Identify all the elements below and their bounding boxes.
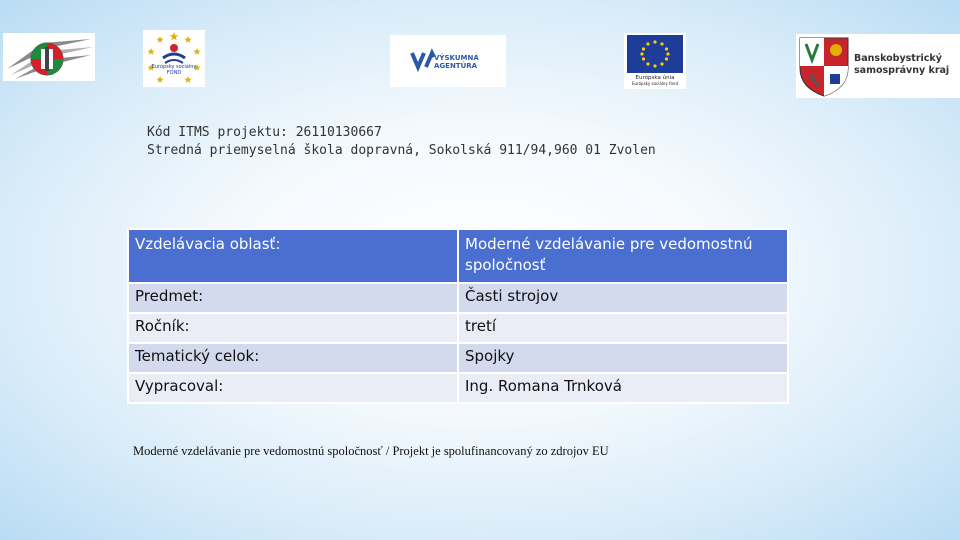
table-row: [128, 373, 788, 403]
va-text-line1: VÝSKUMNÁ: [434, 54, 479, 62]
row-value-cell: tretí: [458, 313, 788, 343]
row-label-cell: Tematický celok:: [128, 343, 458, 373]
table-header-row: [128, 229, 788, 283]
research-agency-logo: [390, 35, 506, 87]
row-label-cell: Vypracoval:: [128, 373, 458, 403]
bbsk-logo: [796, 34, 960, 98]
eu-caption-line1: Európska únia: [635, 75, 675, 81]
bbsk-text-line1: Banskobystrický: [854, 53, 942, 64]
header-value-cell: Moderné vzdelávanie pre vedomostnú spoločnosť: [458, 229, 788, 283]
row-label-cell: Ročník:: [128, 313, 458, 343]
esf-caption-line1: Európsky sociálny: [151, 64, 197, 70]
eu-caption-line2: Európsky sociálny fond: [631, 81, 678, 86]
table-row: [128, 313, 788, 343]
row-label-cell: Predmet:: [128, 283, 458, 313]
project-info: [147, 124, 656, 160]
bbsk-coat-of-arms-icon: [796, 34, 852, 98]
footer-note: Moderné vzdelávanie pre vedomostnú spoločnosť / Projekt je spolufinancovaný zo zdrojov EU: [133, 444, 609, 458]
row-value-cell: Časti strojov: [458, 283, 788, 313]
bbsk-text-line2: samosprávny kraj: [854, 65, 950, 76]
header-label-cell: Vzdelávacia oblasť:: [128, 229, 458, 283]
itms-code-line: Kód ITMS projektu: 26110130667: [147, 125, 382, 140]
school-logo: [3, 33, 95, 81]
eu-logo: [624, 33, 686, 89]
eu-flag-icon: [627, 35, 683, 73]
va-text-line2: AGENTÚRA: [434, 62, 478, 70]
school-emblem-icon: [3, 33, 95, 81]
school-address-line: Stredná priemyselná škola dopravná, Sokolská 911/94,960 01 Zvolen: [147, 143, 656, 158]
table-row: [128, 283, 788, 313]
esf-logo: [143, 30, 205, 87]
lesson-info-table: [127, 228, 789, 404]
esf-stars-icon: [143, 30, 205, 87]
table-row: [128, 343, 788, 373]
row-value-cell: Ing. Romana Trnková: [458, 373, 788, 403]
esf-caption-line2: FOND: [166, 70, 182, 76]
row-value-cell: Spojky: [458, 343, 788, 373]
